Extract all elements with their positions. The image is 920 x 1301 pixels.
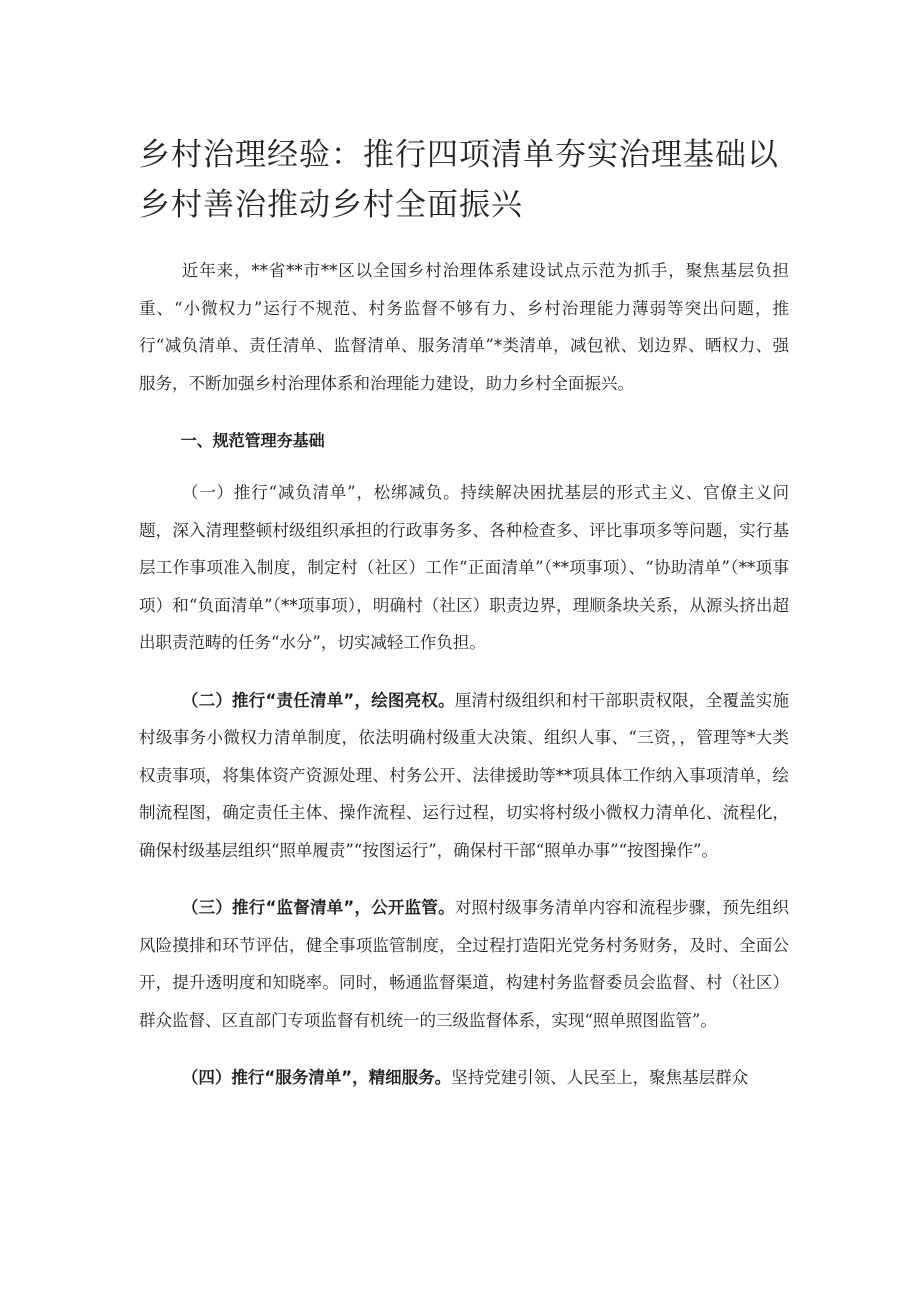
list-item xyxy=(139,889,789,1039)
list-item xyxy=(139,474,789,662)
document-page xyxy=(139,130,789,1097)
item-lead: （二）推行“责任清单”，绘图亮权。 xyxy=(181,690,455,710)
list-item xyxy=(139,682,789,870)
document-title: 乡村治理经验：推行四项清单夯实治理基础以乡村善治推动乡村全面振兴 xyxy=(139,137,779,223)
section-heading: 一、规范管理夯基础 xyxy=(180,431,325,450)
item-lead: （一）推行“减负清单”，松绑减负。 xyxy=(181,483,461,502)
item-body: 坚持党建引领、人民至上，聚焦基层群众 xyxy=(451,1068,749,1087)
item-lead: （三）推行“监督清单”，公开监管。 xyxy=(181,898,455,917)
item-body: 厘清村级组织和村干部职责权限，全覆盖实施村级事务小微权力清单制度，依法明确村级重大决策、组织人事、“三资，，管理等*大类权责事项，将集体资产资源处理、村务公开、法律援助等**项具体工作纳入事项清单，绘制流程图，确定责任主体、操作流程、运行过程，切实将村级小微权力清单化、流程化，确保村级基层组织“照单履责”“按图运行”，确保村干部“照单办事”“按图操作”。 xyxy=(139,690,789,860)
intro-paragraph: 近年来，**省**市**区以全国乡村治理体系建设试点示范为抓手，聚焦基层负担重、“小微权力”运行不规范、村务监督不够有力、乡村治理能力薄弱等突出问题，推行“减负清单、责任清单、监督清单、服务清单”*类清单，减包袱、划边界、晒权力、强服务，不断加强乡村治理体系和治理能力建设，助力乡村全面振兴。 xyxy=(139,261,789,393)
item-body: 持续解决困扰基层的形式主义、官僚主义问题，深入清理整顿村级组织承担的行政事务多、各种检查多、评比事项多等问题，实行基层工作事项准入制度，制定村（社区）工作“正面清单”（**项事项）、“协助清单”（**项事项）和“负面清单”（**项事项），明确村（社区）职责边界，理顺条块关系，从源头挤出超出职责范畴的任务“水分”，切实减轻工作负担。 xyxy=(139,483,790,652)
list-item xyxy=(139,1059,789,1097)
item-body: 对照村级事务清单内容和流程步骤，预先组织风险摸排和环节评估，健全事项监管制度，全过程打造阳光党务村务财务，及时、全面公开，提升透明度和知晓率。同时，畅通监督渠道，构建村务监督委员会监督、村（社区）群众监督、区直部门专项监督有机统一的三级监督体系，实现“照单照图监管”。 xyxy=(139,898,789,1030)
item-lead: （四）推行“服务清单”，精细服务。 xyxy=(181,1068,452,1087)
